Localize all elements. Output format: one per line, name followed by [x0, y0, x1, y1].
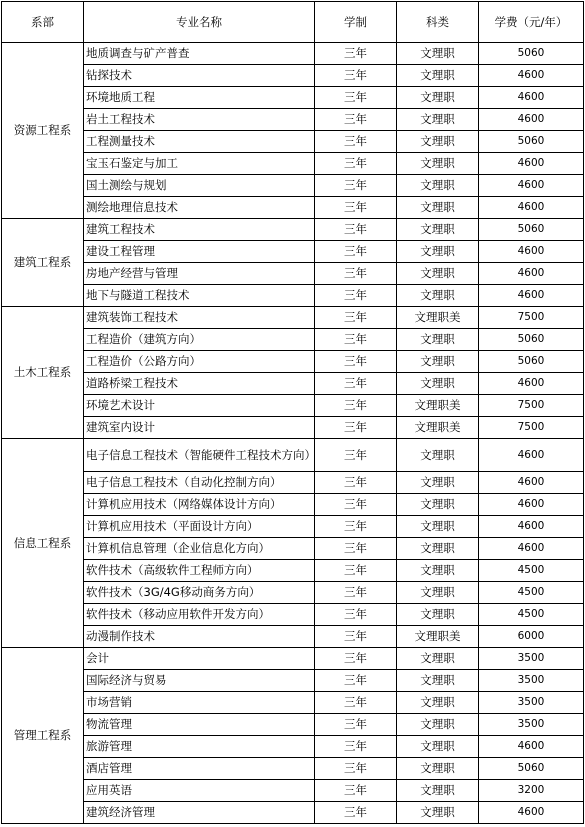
category-cell: 文理职美 [397, 395, 479, 417]
duration-cell: 三年 [315, 131, 397, 153]
category-cell: 文理职 [397, 494, 479, 516]
fee-cell: 4500 [479, 582, 584, 604]
major-name-cell: 工程测量技术 [84, 131, 315, 153]
header-name: 专业名称 [84, 2, 315, 43]
table-row [2, 197, 584, 219]
major-name-cell: 电子信息工程技术（智能硬件工程技术方向） [84, 439, 315, 472]
major-name-cell: 物流管理 [84, 714, 315, 736]
table-row [2, 604, 584, 626]
major-name-cell: 软件技术（3G/4G移动商务方向） [84, 582, 315, 604]
major-name-cell: 旅游管理 [84, 736, 315, 758]
duration-cell: 三年 [315, 329, 397, 351]
header-duration: 学制 [315, 2, 397, 43]
category-cell: 文理职 [397, 197, 479, 219]
table-row [2, 65, 584, 87]
table-row [2, 373, 584, 395]
duration-cell: 三年 [315, 351, 397, 373]
fee-cell: 4600 [479, 373, 584, 395]
category-cell: 文理职 [397, 472, 479, 494]
table-row [2, 307, 584, 329]
category-cell: 文理职 [397, 670, 479, 692]
header-dept: 系部 [2, 2, 84, 43]
table-row [2, 626, 584, 648]
major-name-cell: 计算机应用技术（网络媒体设计方向） [84, 494, 315, 516]
duration-cell: 三年 [315, 241, 397, 263]
fee-cell: 3500 [479, 692, 584, 714]
category-cell: 文理职 [397, 175, 479, 197]
table-row [2, 516, 584, 538]
duration-cell: 三年 [315, 692, 397, 714]
table-row [2, 582, 584, 604]
major-name-cell: 软件技术（移动应用软件开发方向） [84, 604, 315, 626]
category-cell: 文理职 [397, 582, 479, 604]
fee-cell: 5060 [479, 43, 584, 65]
category-cell: 文理职 [397, 219, 479, 241]
major-name-cell: 市场营销 [84, 692, 315, 714]
fee-cell: 7500 [479, 417, 584, 439]
duration-cell: 三年 [315, 626, 397, 648]
duration-cell: 三年 [315, 714, 397, 736]
category-cell: 文理职 [397, 439, 479, 472]
table-row [2, 175, 584, 197]
fee-cell: 4600 [479, 494, 584, 516]
duration-cell: 三年 [315, 516, 397, 538]
fee-cell: 4600 [479, 285, 584, 307]
duration-cell: 三年 [315, 219, 397, 241]
category-cell: 文理职 [397, 373, 479, 395]
category-cell: 文理职美 [397, 307, 479, 329]
duration-cell: 三年 [315, 153, 397, 175]
duration-cell: 三年 [315, 648, 397, 670]
major-name-cell: 地质调查与矿产普查 [84, 43, 315, 65]
major-name-cell: 电子信息工程技术（自动化控制方向） [84, 472, 315, 494]
fee-cell: 3500 [479, 714, 584, 736]
table-row [2, 560, 584, 582]
table-row [2, 219, 584, 241]
category-cell: 文理职 [397, 43, 479, 65]
duration-cell: 三年 [315, 736, 397, 758]
major-name-cell: 国土测绘与规划 [84, 175, 315, 197]
major-name-cell: 动漫制作技术 [84, 626, 315, 648]
table-row [2, 131, 584, 153]
fee-cell: 7500 [479, 395, 584, 417]
header-fee: 学费（元/年） [479, 2, 584, 43]
table-row [2, 472, 584, 494]
major-name-cell: 道路桥梁工程技术 [84, 373, 315, 395]
fee-cell: 4600 [479, 538, 584, 560]
duration-cell: 三年 [315, 307, 397, 329]
category-cell: 文理职 [397, 736, 479, 758]
major-name-cell: 建筑室内设计 [84, 417, 315, 439]
duration-cell: 三年 [315, 109, 397, 131]
category-cell: 文理职 [397, 65, 479, 87]
category-cell: 文理职 [397, 758, 479, 780]
major-name-cell: 计算机信息管理（企业信息化方向） [84, 538, 315, 560]
table-row [2, 758, 584, 780]
fee-cell: 4600 [479, 109, 584, 131]
fee-cell: 5060 [479, 219, 584, 241]
table-row [2, 43, 584, 65]
major-name-cell: 软件技术（高级软件工程师方向） [84, 560, 315, 582]
fee-cell: 3500 [479, 670, 584, 692]
fee-cell: 6000 [479, 626, 584, 648]
fee-cell: 5060 [479, 758, 584, 780]
category-cell: 文理职 [397, 263, 479, 285]
major-name-cell: 岩土工程技术 [84, 109, 315, 131]
major-name-cell: 建设工程管理 [84, 241, 315, 263]
major-name-cell: 建筑经济管理 [84, 802, 315, 824]
fee-cell: 4500 [479, 604, 584, 626]
table-row [2, 285, 584, 307]
fee-cell: 4600 [479, 153, 584, 175]
category-cell: 文理职 [397, 516, 479, 538]
fee-cell: 3200 [479, 780, 584, 802]
table-row [2, 670, 584, 692]
duration-cell: 三年 [315, 494, 397, 516]
major-name-cell: 地下与隧道工程技术 [84, 285, 315, 307]
category-cell: 文理职 [397, 131, 479, 153]
major-name-cell: 宝玉石鉴定与加工 [84, 153, 315, 175]
fee-cell: 4600 [479, 439, 584, 472]
table-row [2, 417, 584, 439]
major-name-cell: 建筑工程技术 [84, 219, 315, 241]
table-row [2, 109, 584, 131]
fee-cell: 4500 [479, 560, 584, 582]
major-name-cell: 建筑装饰工程技术 [84, 307, 315, 329]
dept-cell: 土木工程系 [2, 307, 84, 439]
category-cell: 文理职 [397, 714, 479, 736]
fee-cell: 4600 [479, 241, 584, 263]
category-cell: 文理职 [397, 109, 479, 131]
category-cell: 文理职美 [397, 626, 479, 648]
table-row [2, 736, 584, 758]
major-name-cell: 会计 [84, 648, 315, 670]
dept-cell: 信息工程系 [2, 439, 84, 648]
duration-cell: 三年 [315, 395, 397, 417]
table-row [2, 263, 584, 285]
duration-cell: 三年 [315, 560, 397, 582]
category-cell: 文理职 [397, 692, 479, 714]
header-category: 科类 [397, 2, 479, 43]
major-name-cell: 应用英语 [84, 780, 315, 802]
fee-cell: 4600 [479, 87, 584, 109]
table-header-row [2, 2, 584, 43]
category-cell: 文理职 [397, 285, 479, 307]
duration-cell: 三年 [315, 604, 397, 626]
duration-cell: 三年 [315, 802, 397, 824]
fee-cell: 4600 [479, 736, 584, 758]
category-cell: 文理职美 [397, 417, 479, 439]
duration-cell: 三年 [315, 285, 397, 307]
fee-cell: 4600 [479, 516, 584, 538]
fee-cell: 4600 [479, 802, 584, 824]
fee-cell: 4600 [479, 65, 584, 87]
table-row [2, 329, 584, 351]
category-cell: 文理职 [397, 560, 479, 582]
fee-cell: 4600 [479, 175, 584, 197]
major-name-cell: 钻探技术 [84, 65, 315, 87]
table-body [2, 43, 584, 824]
duration-cell: 三年 [315, 43, 397, 65]
fee-cell: 3500 [479, 648, 584, 670]
major-name-cell: 酒店管理 [84, 758, 315, 780]
table-row [2, 780, 584, 802]
duration-cell: 三年 [315, 780, 397, 802]
category-cell: 文理职 [397, 329, 479, 351]
table-row [2, 153, 584, 175]
duration-cell: 三年 [315, 65, 397, 87]
dept-cell: 管理工程系 [2, 648, 84, 824]
category-cell: 文理职 [397, 241, 479, 263]
table-row [2, 714, 584, 736]
tuition-table [1, 1, 584, 824]
category-cell: 文理职 [397, 604, 479, 626]
table-row [2, 802, 584, 824]
major-name-cell: 环境地质工程 [84, 87, 315, 109]
category-cell: 文理职 [397, 648, 479, 670]
table-row [2, 692, 584, 714]
duration-cell: 三年 [315, 758, 397, 780]
fee-cell: 4600 [479, 263, 584, 285]
duration-cell: 三年 [315, 197, 397, 219]
duration-cell: 三年 [315, 538, 397, 560]
fee-cell: 7500 [479, 307, 584, 329]
major-name-cell: 测绘地理信息技术 [84, 197, 315, 219]
duration-cell: 三年 [315, 670, 397, 692]
table-row [2, 538, 584, 560]
table-row [2, 351, 584, 373]
duration-cell: 三年 [315, 263, 397, 285]
fee-cell: 5060 [479, 329, 584, 351]
major-name-cell: 工程造价（公路方向） [84, 351, 315, 373]
duration-cell: 三年 [315, 582, 397, 604]
category-cell: 文理职 [397, 780, 479, 802]
table-row [2, 648, 584, 670]
major-name-cell: 房地产经营与管理 [84, 263, 315, 285]
dept-cell: 资源工程系 [2, 43, 84, 219]
table-row [2, 241, 584, 263]
fee-cell: 4600 [479, 197, 584, 219]
duration-cell: 三年 [315, 175, 397, 197]
fee-cell: 5060 [479, 351, 584, 373]
duration-cell: 三年 [315, 87, 397, 109]
table-row [2, 439, 584, 472]
major-name-cell: 国际经济与贸易 [84, 670, 315, 692]
table-row [2, 494, 584, 516]
category-cell: 文理职 [397, 87, 479, 109]
table-row [2, 87, 584, 109]
table-row [2, 395, 584, 417]
category-cell: 文理职 [397, 153, 479, 175]
fee-cell: 4600 [479, 472, 584, 494]
major-name-cell: 工程造价（建筑方向） [84, 329, 315, 351]
duration-cell: 三年 [315, 417, 397, 439]
duration-cell: 三年 [315, 373, 397, 395]
major-name-cell: 环境艺术设计 [84, 395, 315, 417]
dept-cell: 建筑工程系 [2, 219, 84, 307]
duration-cell: 三年 [315, 472, 397, 494]
category-cell: 文理职 [397, 538, 479, 560]
major-name-cell: 计算机应用技术（平面设计方向） [84, 516, 315, 538]
category-cell: 文理职 [397, 802, 479, 824]
fee-cell: 5060 [479, 131, 584, 153]
duration-cell: 三年 [315, 439, 397, 472]
category-cell: 文理职 [397, 351, 479, 373]
